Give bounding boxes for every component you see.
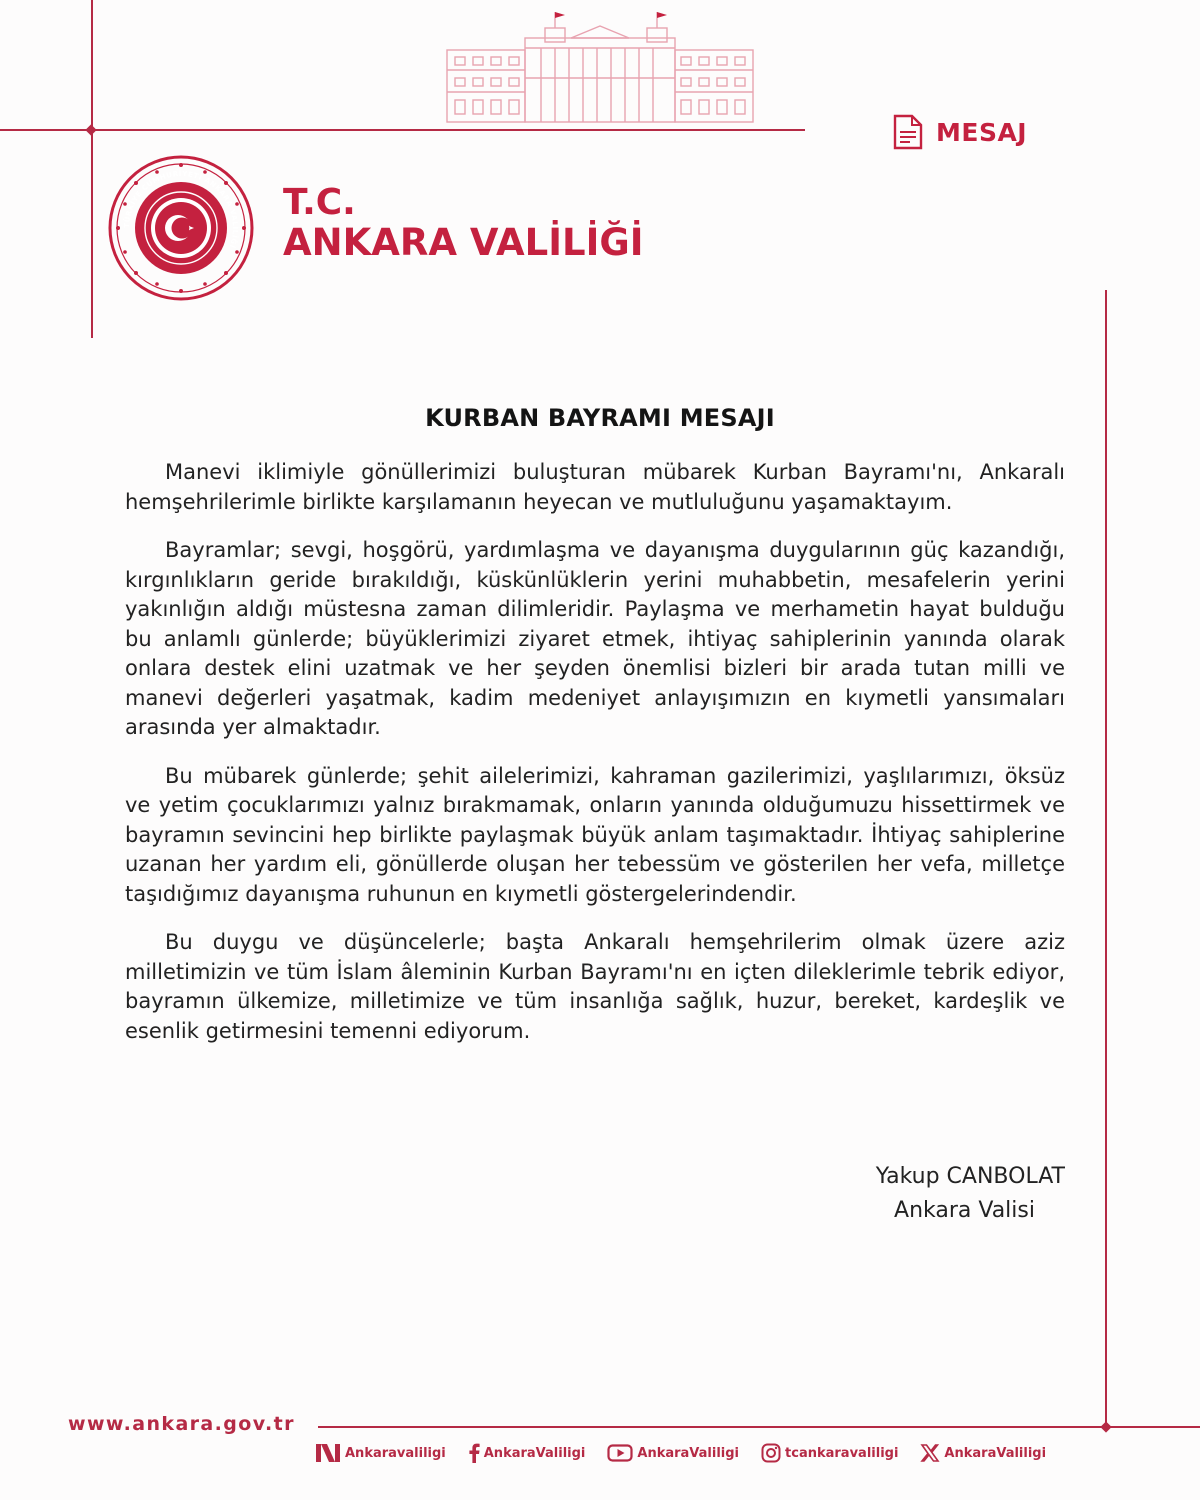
signature-block xyxy=(876,1160,1065,1228)
letter-paragraph: Bu duygu ve düşüncelerle; başta Ankaralı hemşehrilerim olmak üzere aziz milletimizin ve tüm İslam âleminin Kurban Bayramı'nı en içten dileklerimle tebrik ediyor, bayramın ülkemize, milletimize ve tüm insanlığa sağlık, huzur, bereket, kardeşlik ve esenlik getirmesini temenni ediyorum. xyxy=(125,930,1065,1043)
signature-title: Ankara Valisi xyxy=(894,1198,1035,1223)
facebook-icon xyxy=(468,1443,480,1463)
frame-line-top xyxy=(0,129,805,131)
letter-title: KURBAN BAYRAMI MESAJI xyxy=(425,404,775,432)
org-line-ankara-valiligi: ANKARA VALİLİĞİ xyxy=(283,220,644,264)
social-handle: tcankaravaliligi xyxy=(785,1445,899,1461)
message-type-tag xyxy=(892,114,1027,150)
frame-corner-dot xyxy=(85,124,96,135)
org-line-tc: T.C. xyxy=(283,182,356,223)
message-tag-label: MESAJ xyxy=(936,117,1028,147)
government-building-illustration xyxy=(445,8,755,126)
frame-line-bottom xyxy=(318,1426,1200,1428)
website-link[interactable]: www.ankara.gov.tr xyxy=(68,1413,295,1435)
youtube-icon xyxy=(607,1444,633,1462)
document-icon xyxy=(892,114,924,150)
social-links xyxy=(315,1443,1046,1463)
letter-body xyxy=(125,458,1065,1065)
letter-paragraph: Bayramlar; sevgi, hoşgörü, yardımlaşma ve dayanışma duygularının güç kazandığı, kırgınlıkların geride bırakıldığı, küskünlüklerin yerini muhabbetin, mesafelerin yerini yakınlığın aldığı müstesna zaman dilimleridir. Paylaşma ve merhametin hayat bulduğu bu anlamlı günlerde; büyüklerimizi ziyaret etmek, ihtiyaç sahiplerinin yanında olarak onlara destek elini uzatmak ve her şeyden önemlisi bizleri bir arada tutan milli ve manevi değerleri yaşatmak, kadim medeniyet anlayışımızın en kıymetli yansımaları arasında yer almaktadır. xyxy=(125,538,1065,739)
frame-corner-dot-bottom xyxy=(1100,1421,1111,1432)
social-handle: AnkaraValiligi xyxy=(944,1445,1047,1461)
social-handle: AnkaraValiligi xyxy=(637,1445,740,1461)
social-handle: Ankaravaliligi xyxy=(345,1445,446,1461)
letter-paragraph: Bu mübarek günlerde; şehit ailelerimizi, kahraman gazilerimizi, yaşlılarımızı, öksüz ve yetim çocuklarımızı yalnız bırakmamak, onların yanında olduğumuzu hissettirmek ve bayramın sevincini hep birlikte paylaşmak büyük anlam taşımaktadır. İhtiyaç sahiplerine uzanan her yardım eli, gönüllerde oluşan her tebessüm ve gösterilen her vefa, milletçe taşıdığımız dayanışma ruhunun en kıymetli göstergelerindendir. xyxy=(125,763,1065,906)
x-icon xyxy=(920,1443,940,1463)
frame-line-left xyxy=(91,0,93,338)
social-link-instagram[interactable] xyxy=(761,1443,898,1463)
organization-name xyxy=(283,184,644,263)
nsosyal-icon xyxy=(315,1443,341,1463)
social-handle: AnkaraValiligi xyxy=(483,1445,586,1461)
ankara-valiligi-seal-icon xyxy=(108,155,254,301)
seal-text: TÜRKİYE CUMHURİYETİ ANKARA VALİLİĞİ xyxy=(122,169,240,250)
instagram-icon xyxy=(761,1443,781,1463)
letter-paragraph: Manevi iklimiyle gönüllerimizi buluşturan mübarek Kurban Bayramı'nı, Ankaralı hemşehrilerimle birlikte karşılamanın heyecan ve mutluluğunu yaşamaktayım. xyxy=(125,460,1065,514)
frame-line-right xyxy=(1105,290,1107,1430)
social-link-nsosyal[interactable] xyxy=(315,1443,446,1463)
social-link-x[interactable] xyxy=(920,1443,1046,1463)
social-link-facebook[interactable] xyxy=(468,1443,586,1463)
social-link-youtube[interactable] xyxy=(607,1444,739,1462)
signature-name: Yakup CANBOLAT xyxy=(875,1164,1065,1189)
